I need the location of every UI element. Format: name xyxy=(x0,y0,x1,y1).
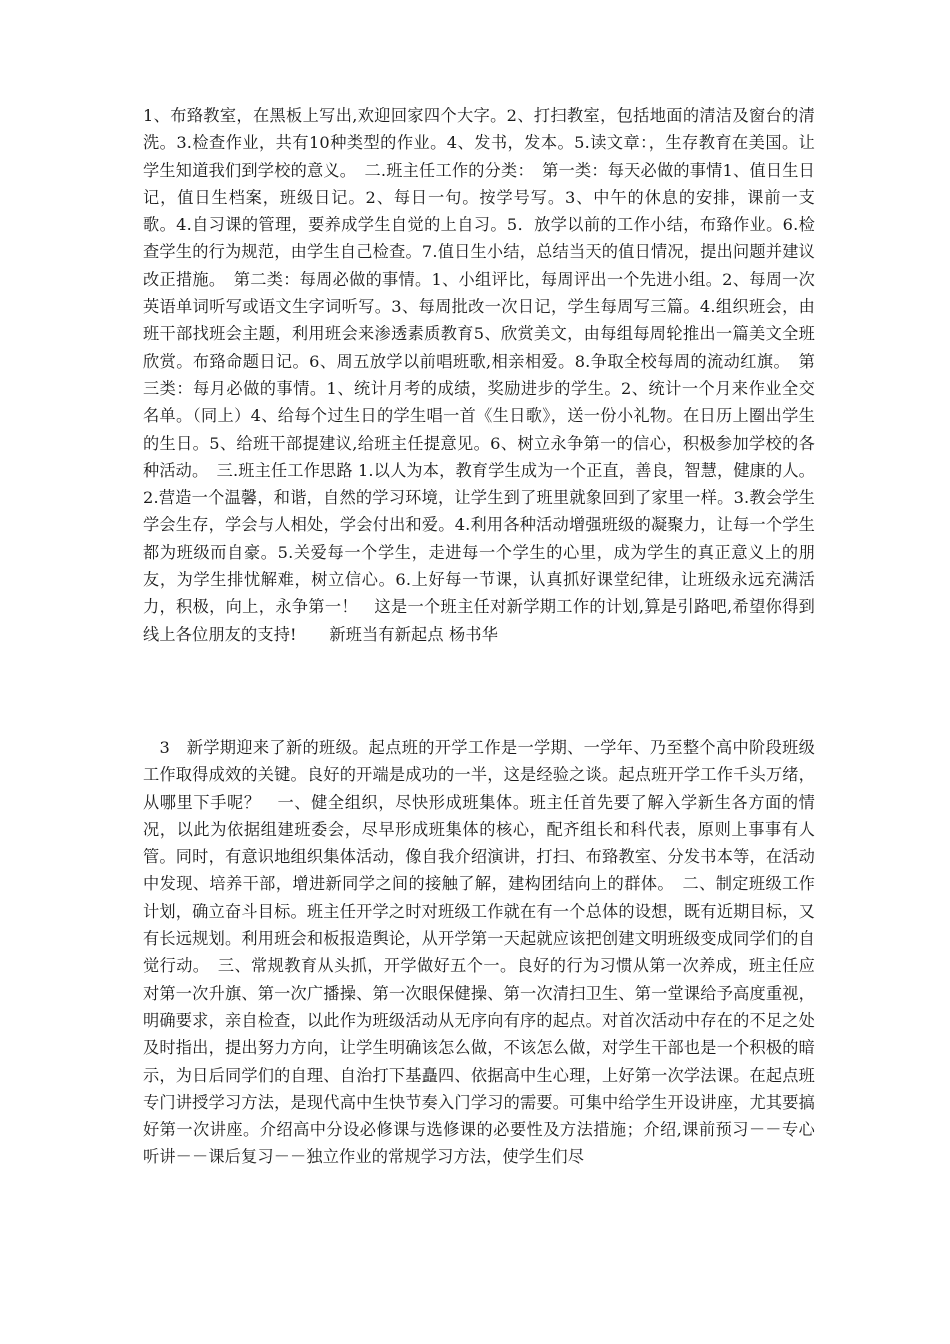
body-paragraph: 3 新学期迎来了新的班级。起点班的开学工作是一学期、一学年、乃至整个高中阶段班级工作取得成效的关键。良好的开端是成功的一半，这是经验之谈。起点班开学工作千头万绪，从哪里下手呢？ 一、健全组织，尽快形成班集体。班主任首先要了解入学新生各方面的情况，以此为依据组建班委会，尽早形成班集体的核心，配齐组长和科代表，原则上事事有人管。同时，有意识地组织集体活动，像自我介绍演讲，打扫、布臵教室、分发书本等，在活动中发现、培养干部，增进新同学之间的接触了解，建构团结向上的群体。 二、制定班级工作计划，确立奋斗目标。班主任开学之时对班级工作就在有一个总体的设想，既有近期目标，又有长远规划。利用班会和板报造舆论，从开学第一天起就应该把创建文明班级变成同学们的自觉行动。 三、常规教育从头抓，开学做好五个一。良好的行为习惯从第一次养成，班主任应对第一次升旗、第一次广播操、第一次眼保健操、第一次清扫卫生、第一堂课给予高度重视，明确要求，亲自检查，以此作为班级活动从无序向有序的起点。对首次活动中存在的不足之处及时指出，提出努力方向，让学生明确该怎么做，不该怎么做，对学生干部也是一个积极的暗示，为日后同学们的自理、自治打下基矗四、依据高中生心理，上好第一次学法课。在起点班专门讲授学习方法，是现代高中生快节奏入门学习的需要。可集中给学生开设讲座，尤其要搞好第一次讲座。介绍高中分设必修课与选修课的必要性及方法措施；介绍,课前预习－－专心听讲－－课后复习－－独立作业的常规学习方法，使学生们尽 xyxy=(143,738,815,1167)
body-paragraph: 1、布臵教室，在黑板上写出,欢迎回家四个大字。2、打扫教室，包括地面的清洁及窗台的清洗。3.检查作业，共有10种类型的作业。4、发书，发本。5.读文章：，生存教育在美国。让学生知道我们到学校的意义。 二.班主任工作的分类： 第一类：每天必做的事情1、值日生日记，值日生档案，班级日记。2、每日一句。按学号写。3、中午的休息的安排，课前一支歌。4.自习课的管理，要养成学生自觉的上自习。5．放学以前的工作小结，布臵作业。6.检查学生的行为规范，由学生自己检查。7.值日生小结，总结当天的值日情况，提出问题并建议改正措施。 第二类：每周必做的事情。1、小组评比，每周评出一个先进小组。2、每周一次英语单词听写或语文生字词听写。3、每周批改一次日记，学生每周写三篇。4.组织班会，由班干部找班会主题，利用班会来渗透素质教育5、欣赏美文，由每组每周轮推出一篇美文全班欣赏。布臵命题日记。6、周五放学以前唱班歌,相亲相爱。8.争取全校每周的流动红旗。 第三类：每月必做的事情。1、统计月考的成绩，奖励进步的学生。2、统计一个月来作业全交名单。（同上）4、给每个过生日的学生唱一首《生日歌》，送一份小礼物。在日历上圈出学生的生日。5、给班干部提建议,给班主任提意见。6、树立永争第一的信心，积极参加学校的各种活动。 三.班主任工作思路 1.以人为本，教育学生成为一个正直，善良，智慧，健康的人。2.营造一个温馨，和谐，自然的学习环境，让学生到了班里就象回到了家里一样。3.教会学生学会生存，学会与人相处，学会付出和爱。4.利用各种活动增强班级的凝聚力，让每一个学生都为班级而自豪。5.关爱每一个学生，走进每一个学生的心里，成为学生的真正意义上的朋友，为学生排忧解难，树立信心。6.上好每一节课，认真抓好课堂纪律，让班级永远充满活力，积极，向上，永争第一！ 这是一个班主任对新学期工作的计划,算是引路吧,希望你得到线上各位朋友的支持! 新班当有新起点 杨书华 xyxy=(143,106,815,644)
